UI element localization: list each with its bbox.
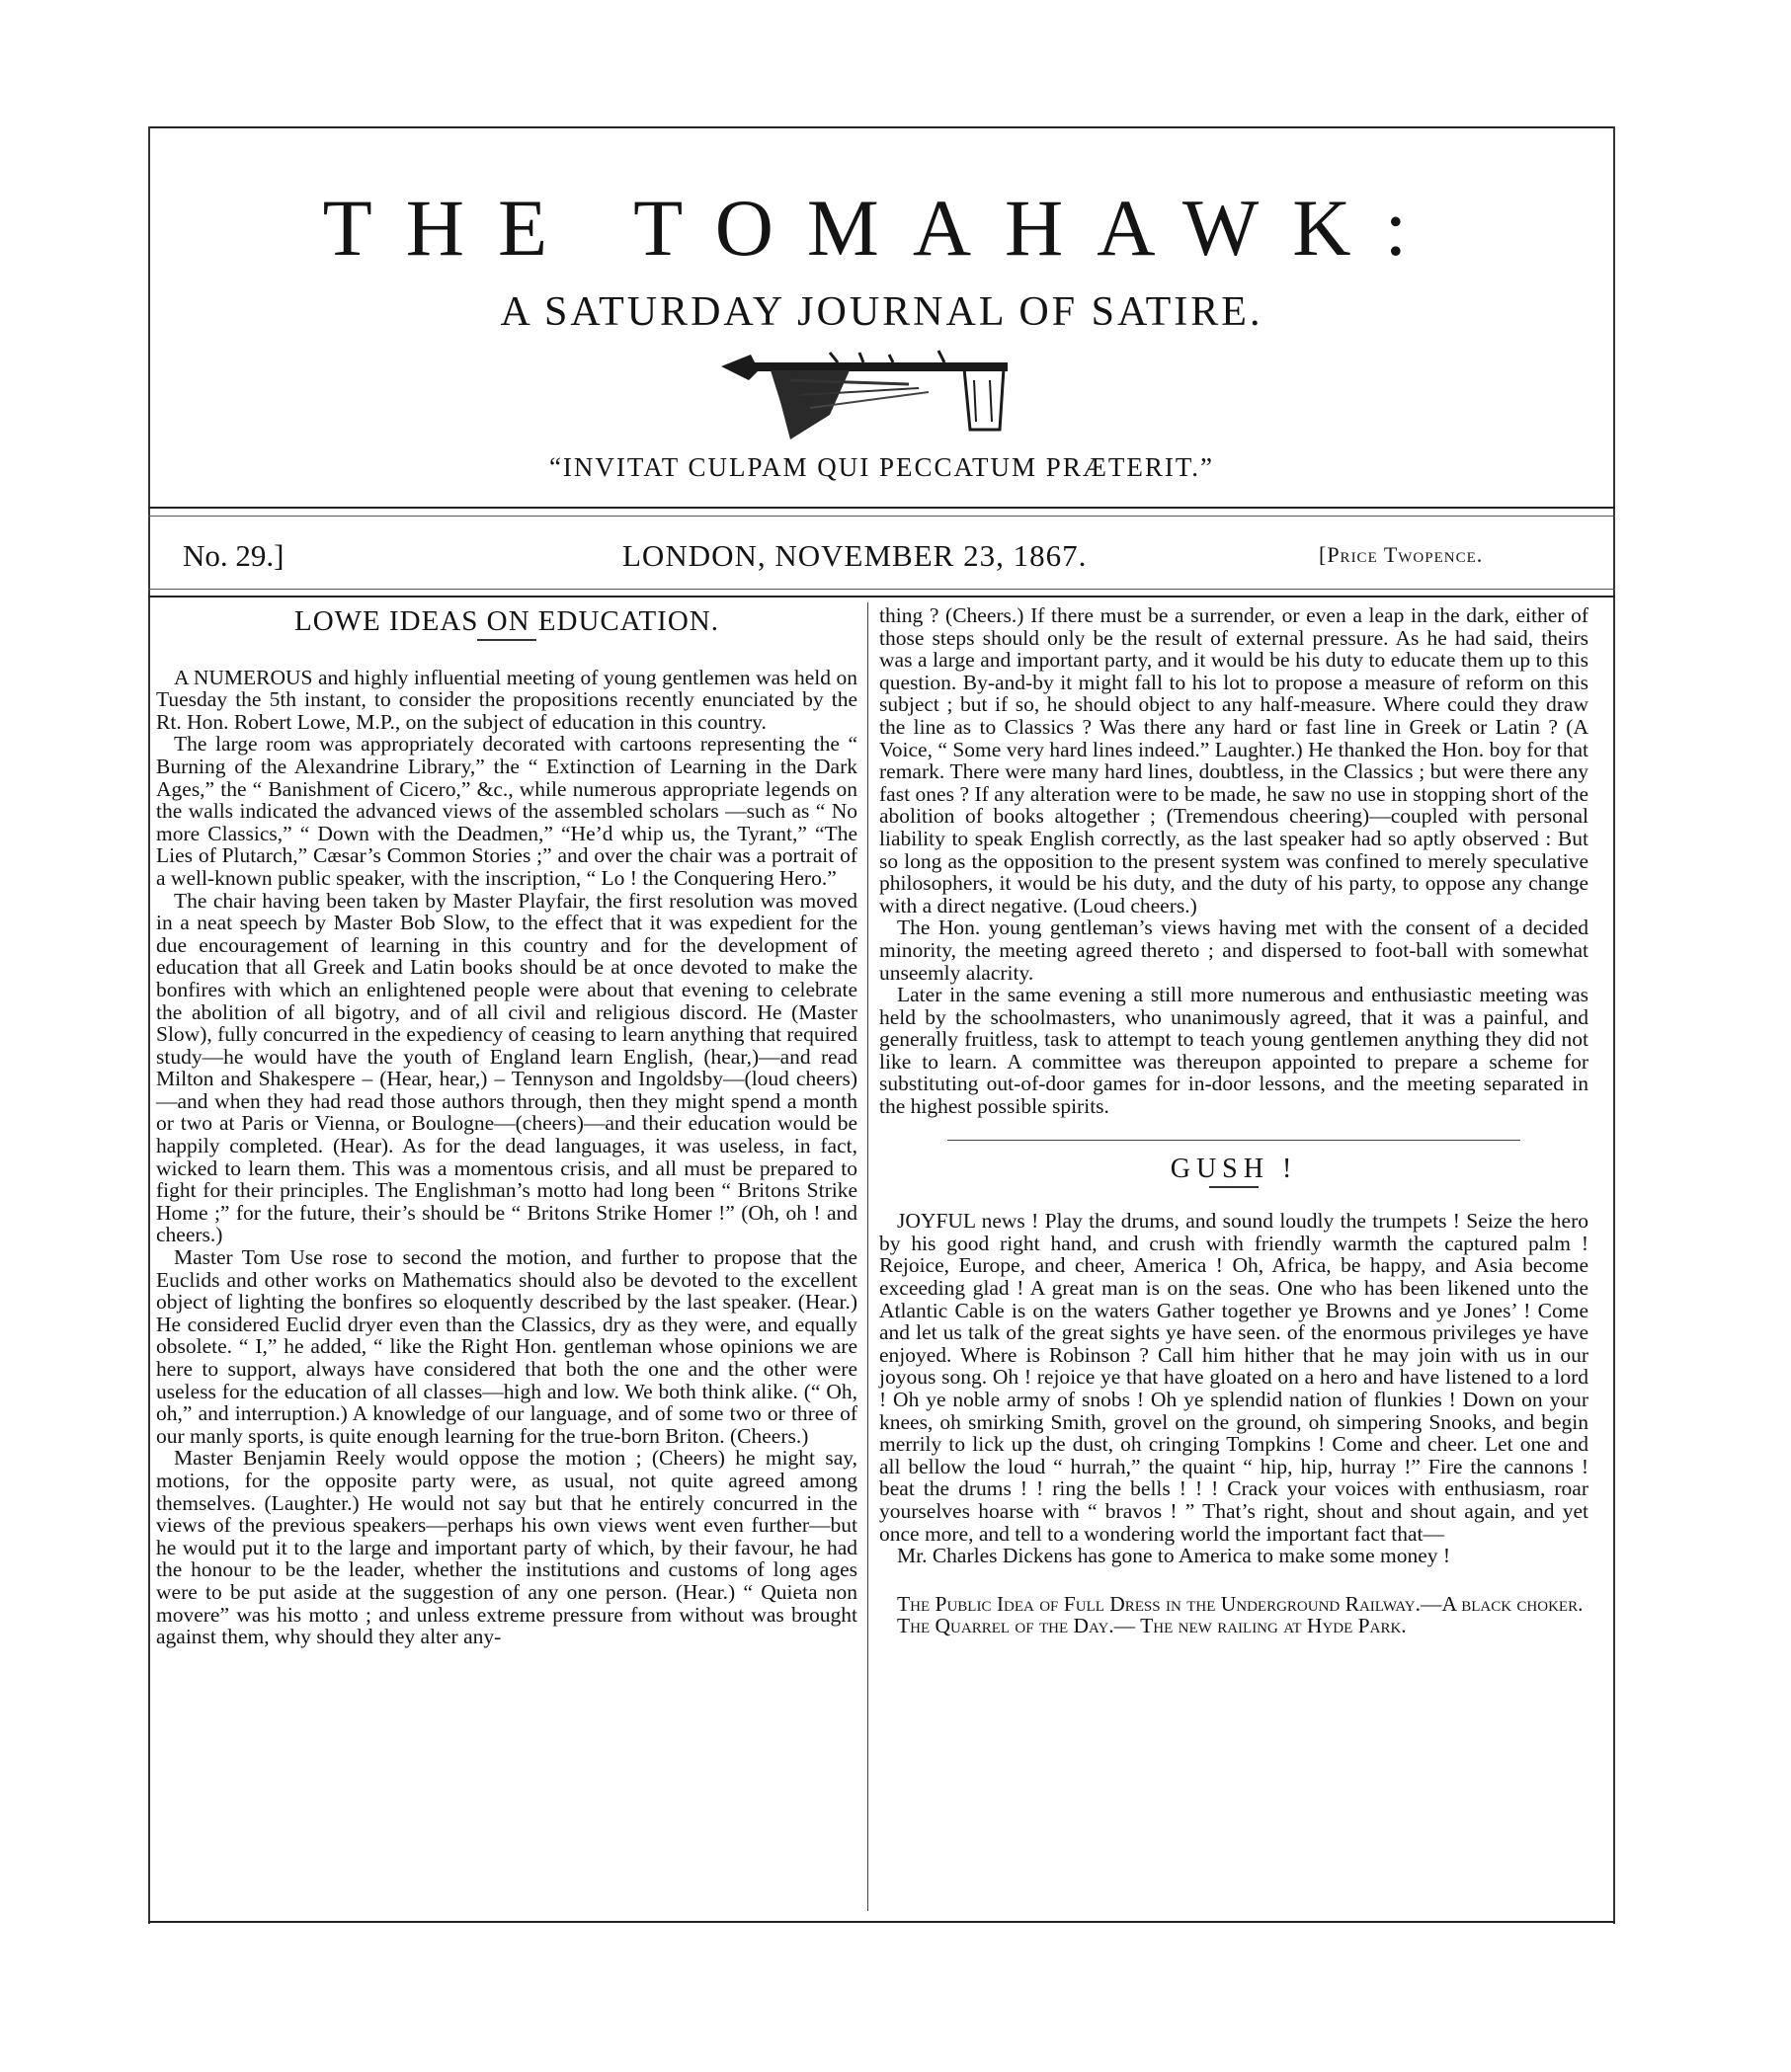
header-rule-top-thin [148, 516, 1615, 517]
page-frame-top [148, 126, 1615, 128]
article-paragraph: Mr. Charles Dickens has gone to America to make some money ! [897, 1544, 1451, 1568]
page-frame-right [1613, 126, 1615, 1924]
masthead-subtitle: A SATURDAY JOURNAL OF SATIRE. [500, 289, 1263, 335]
article-paragraph: JOYFUL news ! Play the drums, and sound loudly the trumpets ! Seize the hero by his good right hand, and crush with friendly warmth the captured palm ! Rejoice, Europe, and cheer, America ! Oh, Africa, be happy, and Asia become exceeding glad ! A great man is on the seas. One who has been likened unto the Atlantic Cable is on the waters Gather together ye Browns and ye Jones’ ! Come and let us talk of the great sights ye have seen. of the enormous privileges ye have enjoyed. Where is Robinson ? Call him hither that he may join with us in our joyous song. Oh ! rejoice ye that have gloated on a hero and have listened to a lord ! Oh ye noble army of snobs ! Oh ye splendid nation of flunkies ! Down on your knees, oh smirking Smith, grovel on the ground, oh simpering Snooks, and begin merrily to lick up the dust, oh cringing Tompkins ! Come and cheer. Let one and all bellow the loud “ hurrah,” the quaint “ hip, hip, hurray !” Fire the cannons ! beat the drums ! ! ring the bells ! ! ! Crack your voices with enthusiasm, roar yourselves hoarse with “ bravos ! ” That’s right, shout and shout again, and yet once more, and tell to a wondering world the important fact that— [879, 1209, 1588, 1546]
article-continuation-paragraph: thing ? (Cheers.) If there must be a surrender, or even a leap in the dark, either of those steps should only be the result of external pressure. As he had said, theirs was a large and important party, and it would be his duty to educate them up to this question. By-and-by it might fall to his lot to propose a measure of reform on this subject ; but if so, he should object to any half-measure. Where could they draw the line as to Classics ? Was there any hard or fast line in Greek or Latin ? (A Voice, “ Some very hard lines indeed.” Laughter.) He thanked the Hon. boy for that remark. There were many hard lines, doubtless, in the Classics ; but were there any fast ones ? If any alteration were to be made, he saw no use in stopping short of the abolition of books altogether ; (Tremendous cheering)—coupled with personal liability to speak English correctly, as the last speaker had so aptly observed : But so long as the opposition to the present system was confined to merely speculative philosophers, it would be his duty, and the duty of his party, to oppose any change with a direct negative. (Loud cheers.) [879, 603, 1588, 917]
column-divider [867, 602, 868, 1911]
note-public-idea: The Public Idea of Full Dress in the Underground Railway.—A black choker. [897, 1591, 1584, 1616]
article-paragraph: The large room was appropriately decorated with cartoons representing the “ Burning of the Alexandrine Library,” the “ Extinction of Learning in the Dark Ages,” the “ Banishment of Cicero,” &c., while numerous appropriate legends on the walls indicated the advanced views of the assembled scholars —such as “ No more Classics,” “ Down with the Deadmen,” “He’d whip us, the Tyrant,” “The Lies of Plutarch,” Cæsar’s Common Stories ;” and over the chair was a portrait of a well-known public speaker, with the inscription, “ Lo ! the Conquering Hero.” [156, 732, 857, 890]
article-paragraph: Master Tom Use rose to second the motion, and further to propose that the Euclids and other works on Mathematics should also be devoted to the excellent object of lighting the bonfires so eloquently described by the last speaker. (Hear.) He considered Euclid dryer even than the Classics, dry as they were, and equally obsolete. “ I,” he added, “ like the Right Hon. gentleman whose opinions we are here to support, always have considered that both the one and the other were useless for the education of all classes—high and low. We both think alike. (“ Oh, oh,” and interruption.) A knowledge of our language, and of some two or three of our manly sports, is quite enough learning for the true-born Briton. (Cheers.) [156, 1245, 857, 1448]
masthead-motto: “INVITAT CULPAM QUI PECCATUM PRÆTERIT.” [548, 452, 1215, 482]
issue-price: [Price Twopence. [1319, 542, 1484, 567]
article-title-rule [1209, 1186, 1259, 1188]
left-column [156, 604, 857, 1648]
article-paragraph: A NUMEROUS and highly influential meeting of young gentlemen was held on Tuesday the 5th instant, to consider the propositions recently enunciated by the Rt. Hon. Robert Lowe, M.P., on the subject of education in this country. [156, 665, 857, 734]
note-quarrel-of-the-day: The Quarrel of the Day.— The new railing at Hyde Park. [897, 1614, 1407, 1638]
header-rule-top [148, 507, 1615, 509]
page-bottom-rule [148, 1921, 1615, 1923]
article-title-rule [477, 639, 536, 641]
masthead-title: THE TOMAHAWK: [322, 183, 1441, 273]
article-paragraph: The chair having been taken by Master Playfair, the first resolution was moved in a neat speech by Master Bob Slow, to the effect that it was expedient for the due encouragement of learning in this country and for the development of education that all Greek and Latin books should be at once devoted to make the bonfires with which an enlightened people were about that evening to celebrate the abolition of all bigotry, and of all civil and religious discord. He (Master Slow), fully concurred in the expediency of ceasing to learn anything that required study—he would have the youth of England learn English, (hear,)—and read Milton and Shakespere – (Hear, hear,) – Tennyson and Ingoldsby—(loud cheers)—and when they had read those authors through, then they might spend a month or two at Paris or Vienna, or Boulogne—(cheers)—and their education would be happily completed. (Hear). As for the dead languages, it was useless, in fact, wicked to learn them. This was a momentous crisis, and all must be prepared to fight for their principles. The Englishman’s motto had long been “ Britons Strike Home ;” for the future, their’s should be “ Britons Strike Homer !” (Oh, oh ! and cheers.) [156, 888, 857, 1247]
section-divider-rule [947, 1140, 1520, 1141]
issue-dateline: LONDON, NOVEMBER 23, 1867. [622, 538, 1088, 573]
header-rule-bottom [148, 596, 1615, 598]
issue-number: No. 29.] [183, 538, 285, 573]
article-title-gush: GUSH ! [1170, 1153, 1298, 1184]
tomahawk-emblem-icon [711, 341, 1037, 449]
article-title-lowe-ideas: LOWE IDEAS ON EDUCATION. [294, 605, 719, 637]
article-paragraph: Master Benjamin Reely would oppose the motion ; (Cheers) he might say, motions, for the opposite party were, as usual, not quite agreed among themselves. (Laughter.) He would not say but that he entirely concurred in the views of the previous speakers—perhaps his own views went even further—but he would put it to the large and important party of which, by their favour, he had the honour to be the leader, whether the institutions and customs of long ages were to be put aside at the suggestion of any one person. (Hear.) “ Quieta non movere” was his motto ; and unless extreme pressure from without was brought against them, why should they alter any- [156, 1446, 857, 1649]
right-column [879, 604, 1588, 1637]
page-frame-left [148, 126, 150, 1924]
header-rule-bottom-thin [148, 589, 1615, 590]
article-continuation-paragraph: The Hon. young gentleman’s views having met with the consent of a decided minority, the meeting agreed thereto ; and dispersed to foot-ball with somewhat unseemly alacrity. [879, 916, 1588, 985]
article-continuation-paragraph: Later in the same evening a still more numerous and enthusiastic meeting was held by the schoolmasters, who unanimously agreed, that it was a painful, and generally fruitless, task to attempt to teach young gentlemen anything they did not like to learn. A committee was thereupon appointed to prepare a scheme for substituting out-of-door games for in-door lessons, and the meeting separated in the highest possible spirits. [879, 983, 1588, 1119]
